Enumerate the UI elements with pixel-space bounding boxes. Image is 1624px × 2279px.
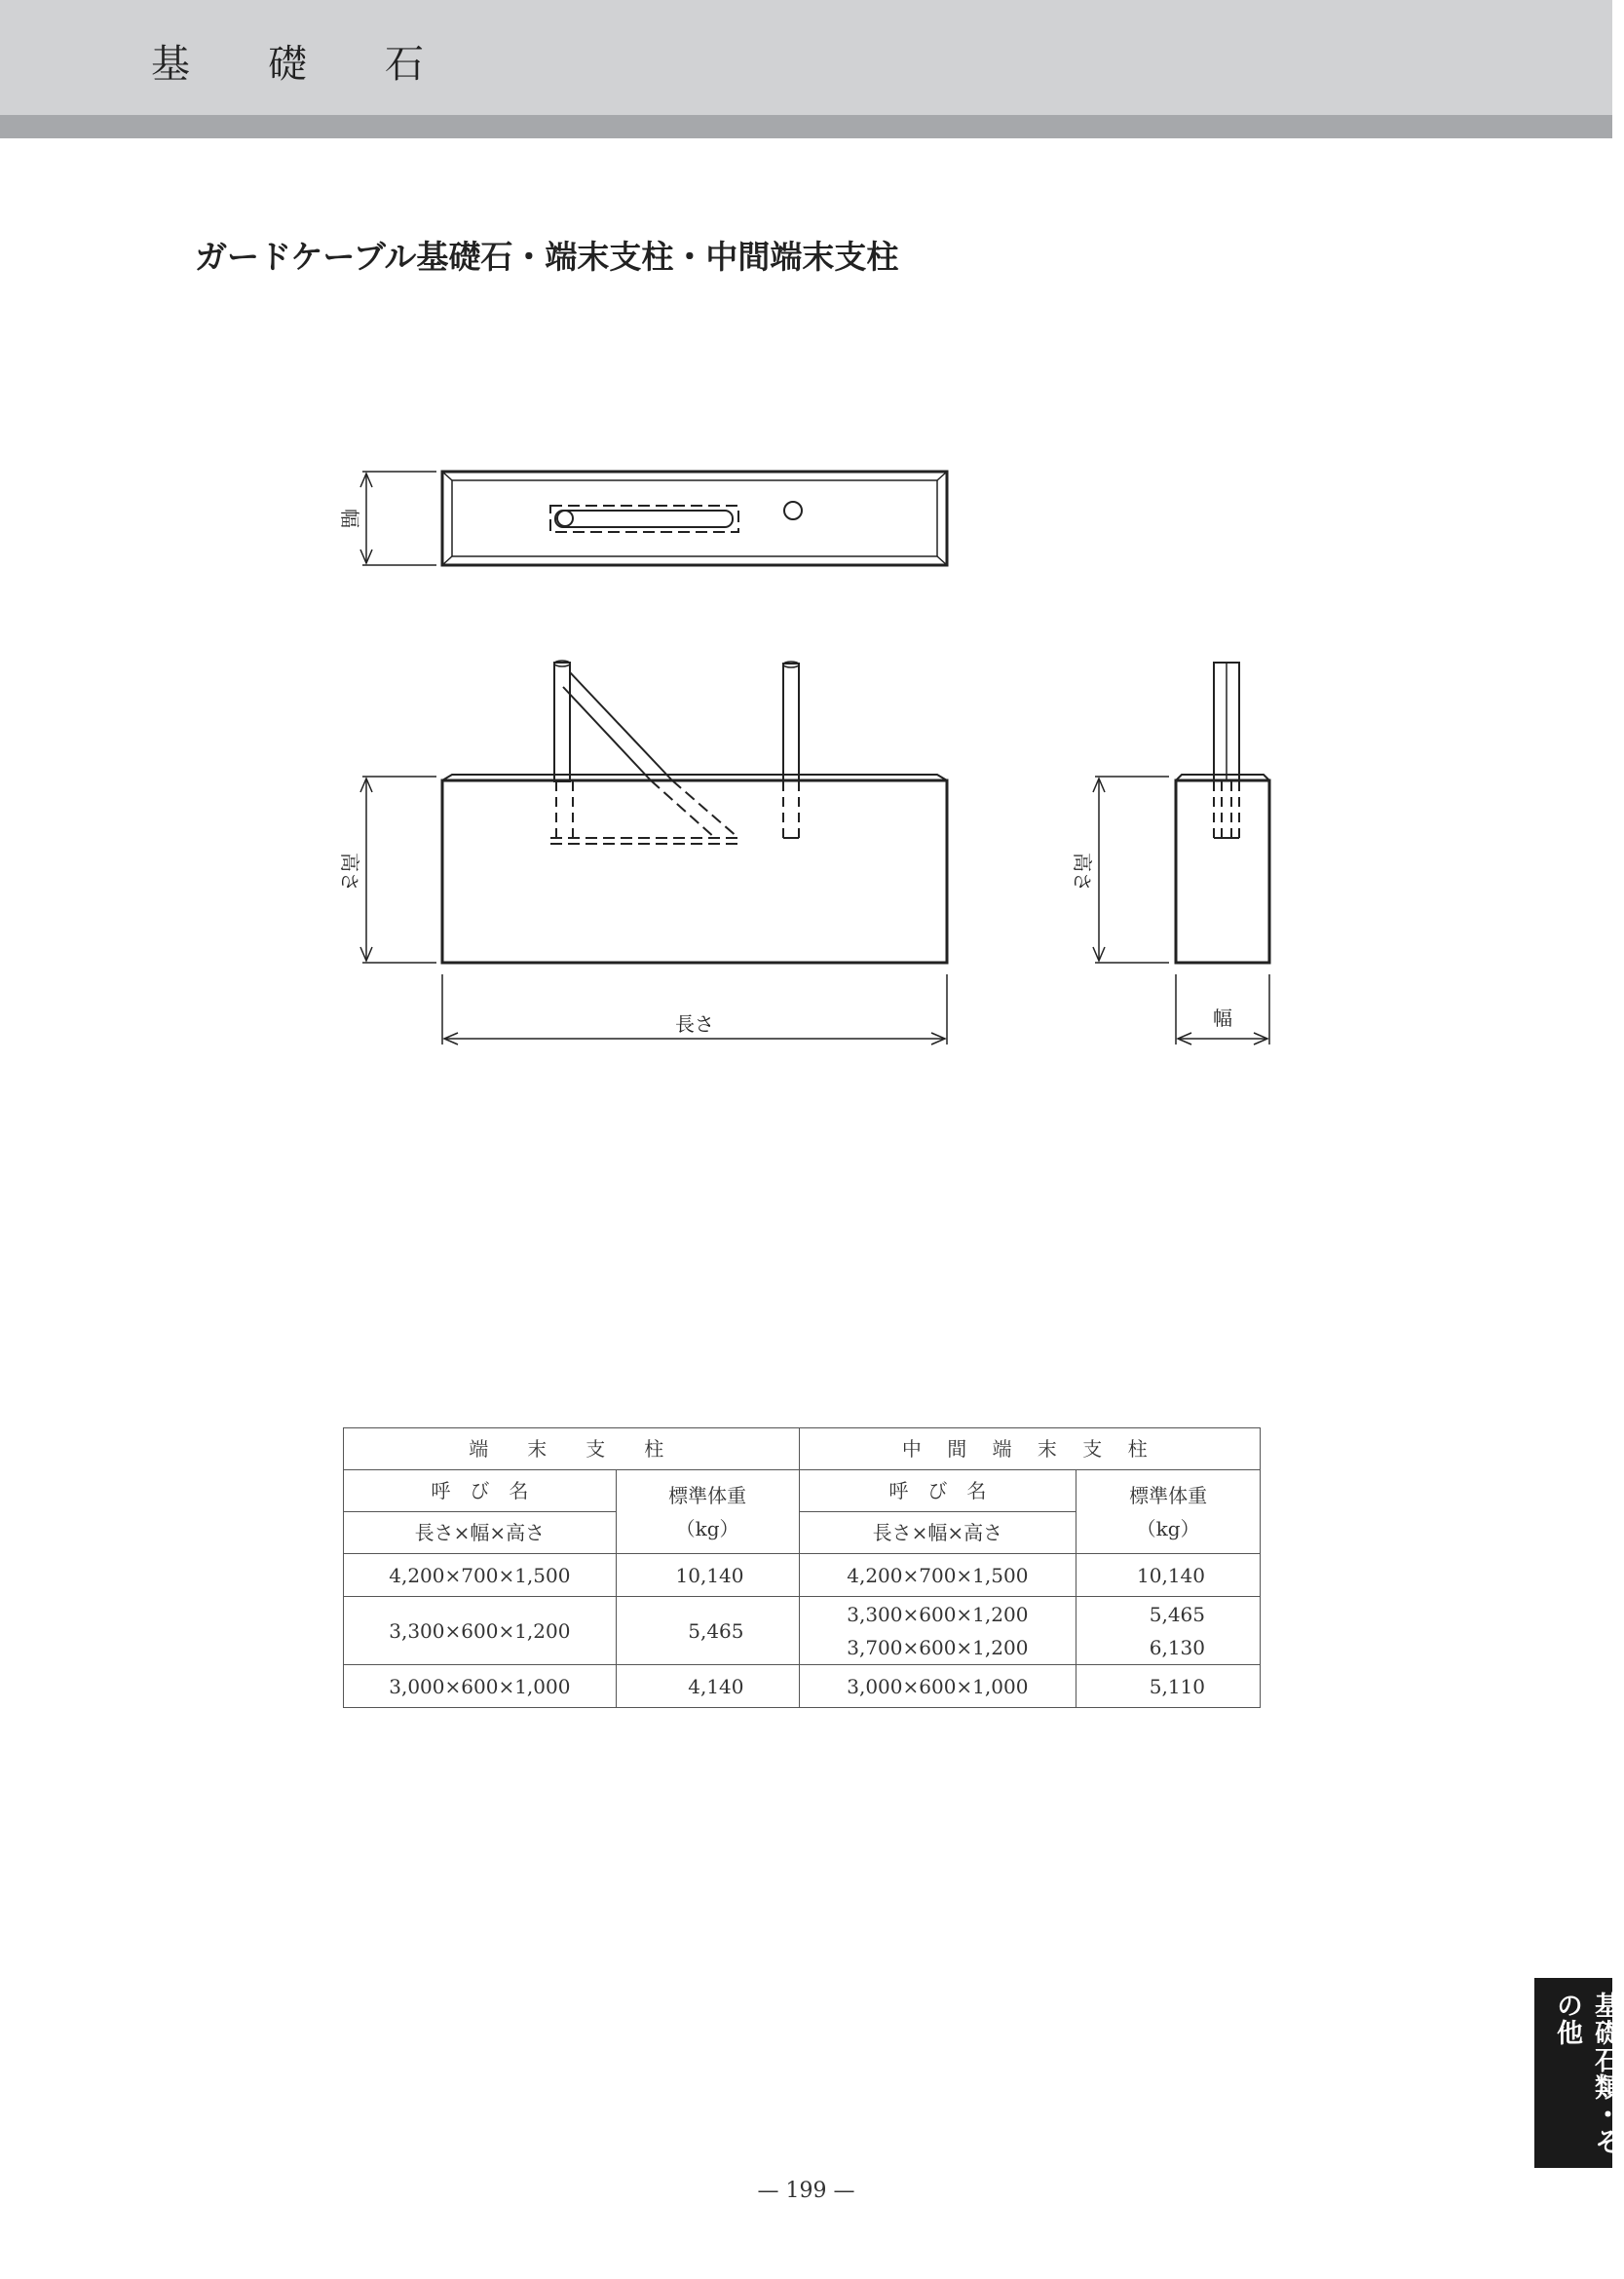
- col-header-weight-label: 標準体重: [668, 1483, 747, 1507]
- side-index-tab: [1534, 1978, 1620, 2168]
- plan-width-label: 幅: [338, 509, 361, 528]
- cell-name: 3,300×600×1,200: [344, 1597, 617, 1665]
- cell-weight-line: 5,465: [1149, 1602, 1205, 1626]
- front-view: [360, 661, 947, 1045]
- cell-weight: 4,140: [616, 1665, 799, 1708]
- cell-weight: 10,140: [616, 1554, 799, 1597]
- front-length-label: 長さ: [675, 1012, 714, 1036]
- side-index-tab-label: 基礎石類・その他: [1552, 1992, 1620, 2155]
- cell-name: 3,000×600×1,000: [344, 1665, 617, 1708]
- cell-name-line: 3,700×600×1,200: [847, 1635, 1029, 1659]
- cell-weight-line: 6,130: [1149, 1635, 1205, 1659]
- col-header-name: 呼 び 名: [344, 1470, 617, 1512]
- plan-view: [360, 472, 947, 565]
- col-header-dims: 長さ×幅×高さ: [344, 1512, 617, 1554]
- col-header-weight: [1076, 1470, 1261, 1554]
- col-header-weight-unit: （kg）: [675, 1516, 739, 1540]
- table-row: [344, 1554, 1261, 1597]
- col-header-weight-label: 標準体重: [1129, 1483, 1208, 1507]
- front-height-label: 高さ: [338, 853, 361, 892]
- page-header-title: 基 礎 石: [151, 42, 443, 87]
- section-title: ガードケーブル基礎石・端末支柱・中間端末支柱: [195, 238, 899, 276]
- cell-name: 3,000×600×1,000: [799, 1665, 1076, 1708]
- group-header-intermediate: 中 間 端 末 支 柱: [799, 1428, 1261, 1470]
- spec-table: [343, 1427, 1261, 1708]
- cell-name: 4,200×700×1,500: [344, 1554, 617, 1597]
- col-header-dims: 長さ×幅×高さ: [799, 1512, 1076, 1554]
- side-width-label: 幅: [1213, 1007, 1232, 1030]
- cell-name: 4,200×700×1,500: [799, 1554, 1076, 1597]
- cell-weight-multi: [1076, 1597, 1261, 1665]
- cell-name-multi: [799, 1597, 1076, 1665]
- table-row: [344, 1665, 1261, 1708]
- side-view: [1093, 663, 1269, 1045]
- cell-weight: 5,110: [1076, 1665, 1261, 1708]
- table-row: [344, 1597, 1261, 1665]
- technical-drawing: [0, 0, 1612, 1121]
- cell-weight: 5,465: [616, 1597, 799, 1665]
- side-height-label: 高さ: [1071, 853, 1094, 892]
- cell-weight: 10,140: [1076, 1554, 1261, 1597]
- col-header-weight: [616, 1470, 799, 1554]
- cell-name-line: 3,300×600×1,200: [847, 1602, 1029, 1626]
- col-header-weight-unit: （kg）: [1136, 1516, 1200, 1540]
- col-header-name: 呼 び 名: [799, 1470, 1076, 1512]
- page-number: — 199 —: [757, 2179, 855, 2203]
- group-header-terminal: 端 末 支 柱: [344, 1428, 800, 1470]
